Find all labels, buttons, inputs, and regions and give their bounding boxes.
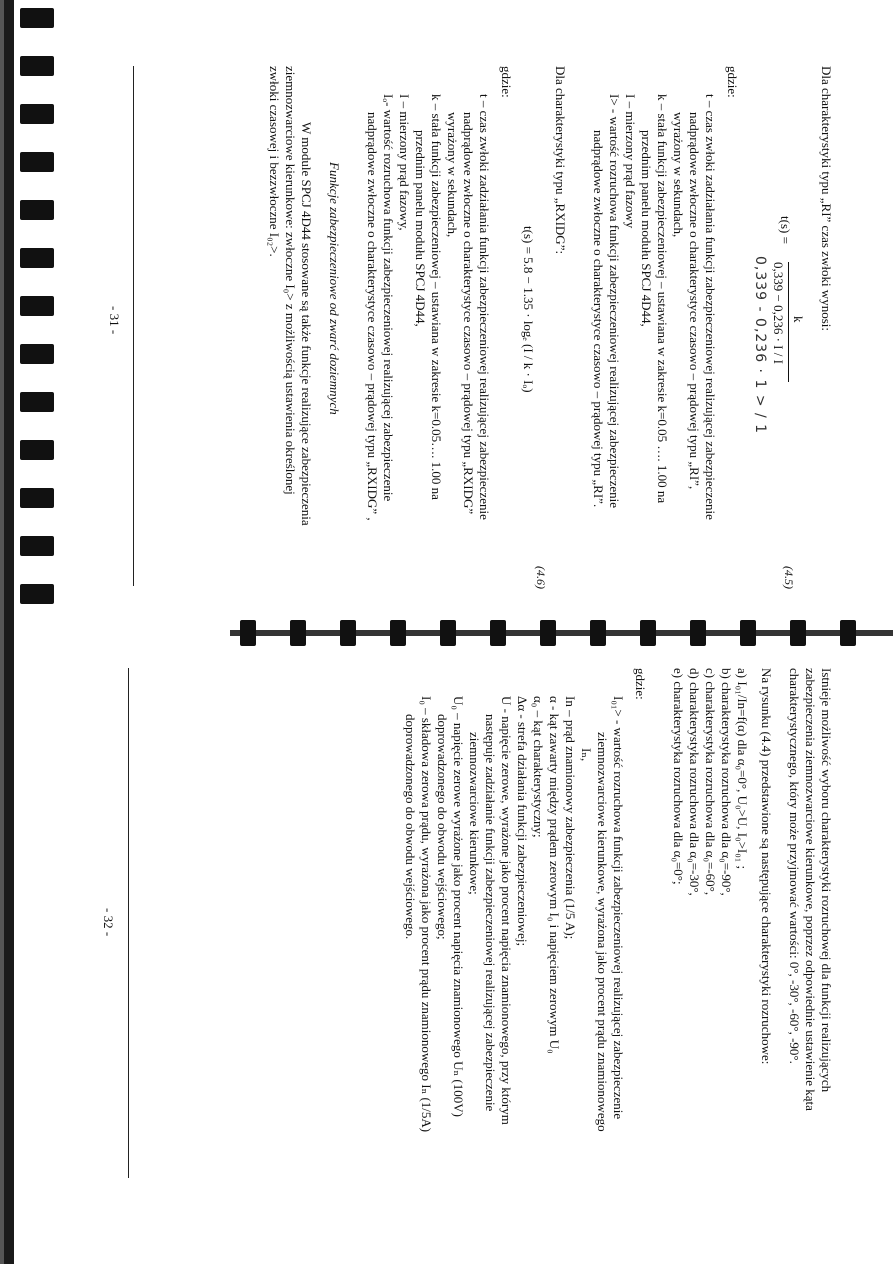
list-item: c) charakterystyka rozruchowa dla α₀=-60°,	[703, 668, 718, 896]
punch-hole	[20, 248, 54, 268]
equation-number: (4.5)	[782, 566, 796, 589]
punch-hole	[20, 56, 54, 76]
fraction-bar	[788, 262, 789, 382]
k-definition: k – stała funkcji zabezpieczeniowej – ustawiana w zakresie k=0.05 …. 1.00 na	[655, 94, 670, 504]
t-definition-cont: wyrażony w sekundach,	[671, 112, 686, 238]
formula-ri-numerator: k	[791, 316, 806, 323]
U-definition-cont: następuje zadziałanie funkcji zabezpieczeniowej realizującej zabezpieczenie	[483, 714, 498, 1112]
t2-definition-cont: wyrażony w sekundach,	[445, 112, 460, 238]
punch-hole	[20, 344, 54, 364]
binding-edge-shadow	[0, 0, 4, 1264]
punch-hole	[20, 440, 54, 460]
I01-definition-cont: ziemnozwarciowe kierunkowe, wyrażona jako procent prądu znamionowego	[595, 732, 610, 1132]
figure-intro: Na rysunku (4.4) przedstawione są następujące charakterystyki rozruchowe:	[759, 668, 774, 1065]
Ig2-definition-cont: nadprądowe zwłoczne o charakterystyce czasowo – prądowej typu „RXIDG” ,	[365, 112, 380, 521]
intro-ri: Dla charakterystyki typu „RI” czas zwłoki wynosi:	[819, 66, 834, 331]
formula-rxidg-text: t(s) = 5.8 − 1.35 · logₑ (I / k · Iₒ)	[521, 226, 536, 393]
t2-definition-cont: nadprądowe zwłoczne o charakterystyce czasowo – prądowej typu „RXIDG”	[461, 112, 476, 515]
Ig2-definition: Iₒ- wartość rozruchowa funkcji zabezpieczeniowej realizującej zabezpieczenie	[381, 94, 396, 502]
k-definition-cont: przednim panelu modułu SPCJ 4D44,	[639, 130, 654, 327]
paragraph-cont: zwłoki czasowej i bezzwłoczne I₀₂>.	[267, 66, 282, 257]
punch-hole	[20, 488, 54, 508]
U-definition-cont: ziemnozwarciowe kierunkowe;	[467, 732, 482, 895]
paragraph-cont: ziemnozwarciowe kierunkowe: zwłoczne I₀> z możliwością ustawienia określonej	[283, 66, 298, 495]
punch-hole	[20, 584, 54, 604]
list-item: a) I₀₁/In=f(α) dla α₀=0°, U₀>U, I₀>I₀₁ ;	[735, 668, 750, 870]
I01-definition-cont: Iₙ,	[579, 748, 594, 762]
k2-definition: k – stała funkcji zabezpieczeniowej – ustawiana w zakresie k=0.05…. 1.00 na	[429, 94, 444, 500]
U-definition: U - napięcie zerowe, wyrażone jako procent napięcia znamionowego, przy którym	[499, 696, 514, 1125]
punch-hole	[20, 152, 54, 172]
Ig-definition-cont: nadprądowe zwłoczne o charakterystyce czasowo – prądowej typu „RI”.	[591, 130, 606, 508]
list-item: e) charakterystyka rozruchowa dla α₀=0°;	[671, 668, 686, 885]
In-definition: In – prąd znamionowy zabezpieczenia (1/5 A);	[563, 696, 578, 940]
I-definition: I – mierzony prąd fazowy	[623, 94, 638, 229]
formula-ri-lhs: t(s) =	[778, 216, 793, 244]
binding-strip	[0, 0, 55, 1264]
formula-ri-denominator: 0,339 − 0,236 · I / I	[771, 262, 786, 364]
punch-hole	[20, 200, 54, 220]
handwritten-note: 0,339 - 0,236 · 1 > / 1	[752, 256, 768, 435]
equation-number: (4.6)	[534, 566, 548, 589]
intro-rxidg: Dla charakterystyki typu „RXIDG”:	[553, 66, 568, 255]
Ig-definition: I> - wartość rozruchowa funkcji zabezpieczeniowej realizującej zabezpieczenie	[607, 94, 622, 509]
paragraph-cont: charakterystycznego, który może przyjmować wartości: 0°, -30°, -60°, -90°.	[787, 668, 802, 1064]
U0-definition-cont: doprowadzonego do obwodu wejściowego;	[435, 714, 450, 940]
dalpha-definition: Δα - strefa działania funkcji zabezpieczeniowej;	[515, 696, 530, 947]
punch-hole	[20, 536, 54, 556]
k2-definition-cont: przednim panelu modułu SPCJ 4D44,	[413, 130, 428, 327]
formula-ri	[762, 66, 806, 626]
I0-definition: I₀ – składowa zerowa prądu, wyrażona jako procent prądu znamionowego Iₙ (1/5A)	[419, 696, 434, 1133]
footer-rule	[128, 668, 129, 1178]
I0-definition-cont: doprowadzonego do obwodu wejściowego.	[403, 714, 418, 940]
punch-hole	[20, 104, 54, 124]
footer-rule	[133, 66, 134, 586]
formula-rxidg	[514, 66, 548, 626]
section-title: Funkcje zabezpieczeniowe od zwarć doziemnych	[327, 162, 342, 415]
t-definition: t – czas zwłoki zadziałania funkcji zabezpieczeniowej realizującej zabezpieczenie	[703, 94, 718, 520]
alpha0-definition: α₀ – kąt charakterystyczny;	[531, 696, 546, 838]
punch-hole	[20, 296, 54, 316]
paragraph: W module SPCJ 4D44 stosowane są także funkcje realizujące zabezpieczenia	[299, 122, 314, 526]
list-item: d) charakterystyka rozruchowa dla α₀=-30°,	[687, 668, 702, 896]
page-31	[74, 66, 834, 626]
t2-definition: t – czas zwłoki zadziałania funkcji zabezpieczeniowej realizującej zabezpieczenie	[477, 94, 492, 520]
paragraph: Istnieje możliwość wyboru charakterystyki rozruchowej dla funkcji realizujących	[819, 668, 834, 1093]
punch-hole	[20, 392, 54, 412]
t-definition-cont: nadprądowe zwłoczne o charakterystyce czasowo – prądowej typu „RI”,	[687, 112, 702, 490]
punch-hole	[20, 8, 54, 28]
gdzie-label: gdzie:	[633, 668, 648, 700]
alpha-definition: α - kąt zawarty między prądem zerowym I₀ i napięciem zerowym U₀	[547, 696, 562, 1054]
page-number: - 31 -	[107, 306, 122, 335]
gdzie-label: gdzie:	[499, 66, 514, 98]
scan-content	[58, 0, 893, 1264]
I01-definition: I₀₁> - wartość rozruchowa funkcji zabezpieczeniowej realizującej zabezpieczenie	[611, 696, 626, 1120]
list-item: b) charakterystyka rozruchowa dla α₀=-90°,	[719, 668, 734, 896]
U0-definition: U₀ – napięcie zerowe wyrażone jako procent napięcia znamionowego Uₙ (100V)	[451, 696, 466, 1117]
page-32	[74, 668, 834, 1208]
gdzie-label: gdzie:	[725, 66, 740, 98]
paragraph-cont: zabezpieczenia ziemnozwarciowe kierunkowe, poprzez odpowiednie ustawienie kąta	[803, 668, 818, 1111]
page-number: - 32 -	[101, 908, 116, 937]
I2-definition: I – mierzony prąd fazowy,	[397, 94, 412, 231]
